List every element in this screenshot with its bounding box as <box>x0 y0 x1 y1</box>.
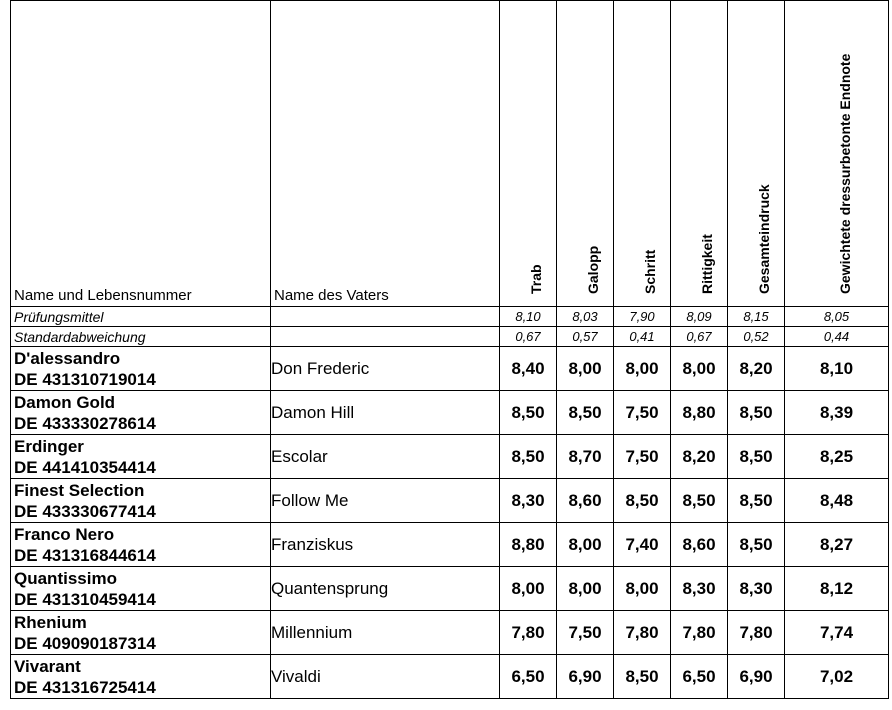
score-cell: 8,48 <box>785 479 889 523</box>
column-header-schritt: Schritt <box>614 1 671 307</box>
horse-cell <box>11 567 271 611</box>
column-header-galopp: Galopp <box>557 1 614 307</box>
sire-name: Follow Me <box>271 479 500 523</box>
sire-name: Escolar <box>271 435 500 479</box>
table-row <box>11 435 889 479</box>
score-cell: 8,30 <box>728 567 785 611</box>
sire-name: Vivaldi <box>271 655 500 699</box>
score-cell: 8,50 <box>557 391 614 435</box>
score-cell: 8,00 <box>614 347 671 391</box>
stat-value: 0,41 <box>614 327 671 347</box>
score-cell: 7,40 <box>614 523 671 567</box>
horse-life-number: DE 433330677414 <box>14 501 156 521</box>
score-cell: 8,60 <box>671 523 728 567</box>
score-cell: 8,20 <box>728 347 785 391</box>
stat-empty-cell <box>271 307 500 327</box>
score-cell: 8,20 <box>671 435 728 479</box>
score-cell: 6,90 <box>728 655 785 699</box>
horse-name: Damon Gold <box>14 392 116 412</box>
horse-life-number: DE 433330278614 <box>14 413 156 433</box>
horse-name: Vivarant <box>14 656 81 676</box>
horse-life-number: DE 431316844614 <box>14 545 156 565</box>
score-cell: 7,80 <box>614 611 671 655</box>
column-header-endnote: Gewichtete dressurbetonte Endnote <box>785 1 889 307</box>
score-cell: 8,27 <box>785 523 889 567</box>
score-cell: 8,50 <box>614 655 671 699</box>
stat-value: 7,90 <box>614 307 671 327</box>
score-cell: 8,00 <box>614 567 671 611</box>
horse-cell <box>11 611 271 655</box>
horse-name: D'alessandro <box>14 348 121 368</box>
stat-label: Standardabweichung <box>11 327 271 347</box>
score-cell: 8,00 <box>557 347 614 391</box>
horse-cell <box>11 391 271 435</box>
stat-value: 8,03 <box>557 307 614 327</box>
stat-value: 8,05 <box>785 307 889 327</box>
score-cell: 8,30 <box>671 567 728 611</box>
horse-cell <box>11 435 271 479</box>
stat-empty-cell <box>271 327 500 347</box>
score-cell: 8,25 <box>785 435 889 479</box>
table-row <box>11 479 889 523</box>
score-cell: 6,90 <box>557 655 614 699</box>
score-cell: 8,80 <box>671 391 728 435</box>
table-row <box>11 391 889 435</box>
horse-life-number: DE 409090187314 <box>14 633 156 653</box>
score-cell: 8,30 <box>500 479 557 523</box>
score-cell: 7,80 <box>500 611 557 655</box>
horse-cell <box>11 655 271 699</box>
stat-value: 0,44 <box>785 327 889 347</box>
horse-life-number: DE 431310459414 <box>14 589 156 609</box>
horse-name: Finest Selection <box>14 480 145 500</box>
score-cell: 7,50 <box>614 435 671 479</box>
stat-label: Prüfungsmittel <box>11 307 271 327</box>
stat-value: 0,57 <box>557 327 614 347</box>
horse-cell <box>11 347 271 391</box>
sire-name: Don Frederic <box>271 347 500 391</box>
table-row <box>11 611 889 655</box>
score-cell: 6,50 <box>500 655 557 699</box>
table-row <box>11 523 889 567</box>
horse-life-number: DE 431316725414 <box>14 677 156 697</box>
stat-row-mean <box>11 307 889 327</box>
score-cell: 8,50 <box>728 479 785 523</box>
table-row <box>11 567 889 611</box>
score-cell: 8,10 <box>785 347 889 391</box>
horse-cell <box>11 523 271 567</box>
horse-life-number: DE 441410354414 <box>14 457 156 477</box>
horse-name: Franco Nero <box>14 524 115 544</box>
sire-name: Quantensprung <box>271 567 500 611</box>
stat-value: 0,52 <box>728 327 785 347</box>
horse-cell <box>11 479 271 523</box>
score-cell: 8,50 <box>728 435 785 479</box>
score-cell: 7,02 <box>785 655 889 699</box>
score-cell: 7,74 <box>785 611 889 655</box>
score-cell: 8,50 <box>500 435 557 479</box>
score-cell: 8,70 <box>557 435 614 479</box>
score-cell: 8,50 <box>728 523 785 567</box>
horse-name: Erdinger <box>14 436 84 456</box>
column-header-name: Name und Lebensnummer <box>11 1 271 307</box>
score-cell: 7,80 <box>728 611 785 655</box>
stat-value: 8,10 <box>500 307 557 327</box>
score-cell: 8,39 <box>785 391 889 435</box>
stat-value: 8,15 <box>728 307 785 327</box>
column-header-rittigkeit: Rittigkeit <box>671 1 728 307</box>
score-cell: 6,50 <box>671 655 728 699</box>
score-cell: 7,80 <box>671 611 728 655</box>
score-cell: 8,50 <box>728 391 785 435</box>
sire-name: Damon Hill <box>271 391 500 435</box>
horse-life-number: DE 431310719014 <box>14 369 156 389</box>
stat-value: 0,67 <box>671 327 728 347</box>
score-cell: 8,40 <box>500 347 557 391</box>
score-cell: 8,00 <box>671 347 728 391</box>
score-cell: 8,50 <box>671 479 728 523</box>
stat-row-stddev <box>11 327 889 347</box>
stat-value: 8,09 <box>671 307 728 327</box>
sire-name: Franziskus <box>271 523 500 567</box>
horse-name: Rhenium <box>14 612 87 632</box>
table-row <box>11 655 889 699</box>
stat-value: 0,67 <box>500 327 557 347</box>
results-table <box>10 0 889 699</box>
score-cell: 8,12 <box>785 567 889 611</box>
score-cell: 8,00 <box>557 567 614 611</box>
score-cell: 8,60 <box>557 479 614 523</box>
score-cell: 8,50 <box>614 479 671 523</box>
score-cell: 8,00 <box>557 523 614 567</box>
column-header-trab: Trab <box>500 1 557 307</box>
score-cell: 7,50 <box>614 391 671 435</box>
score-cell: 8,50 <box>500 391 557 435</box>
column-header-sire: Name des Vaters <box>271 1 500 307</box>
table-row <box>11 347 889 391</box>
score-cell: 8,00 <box>500 567 557 611</box>
sire-name: Millennium <box>271 611 500 655</box>
score-cell: 7,50 <box>557 611 614 655</box>
score-cell: 8,80 <box>500 523 557 567</box>
horse-name: Quantissimo <box>14 568 117 588</box>
header-row <box>11 1 889 307</box>
column-header-gesamteindruck: Gesamteindruck <box>728 1 785 307</box>
